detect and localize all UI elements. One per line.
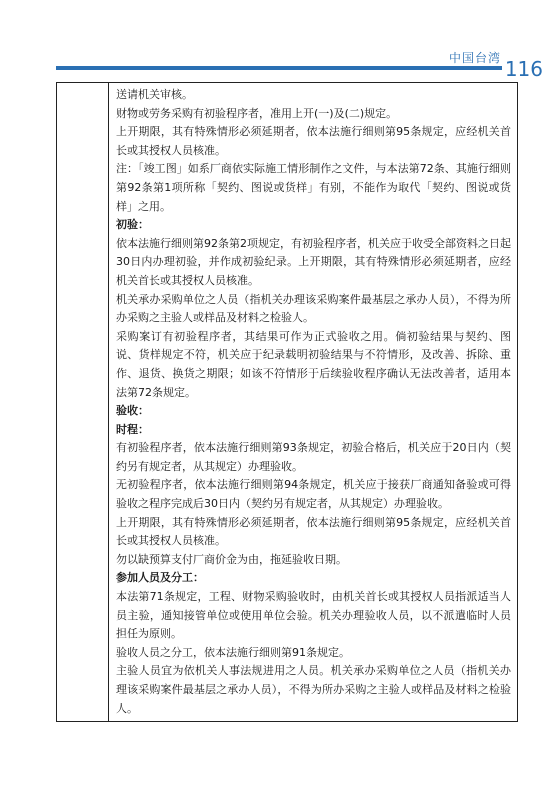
page-number: 116: [504, 57, 543, 81]
section-heading: 初验：: [116, 218, 149, 232]
paragraph: 无初验程序者，依本法施行细则第94条规定，机关应于接获厂商通知备验或可得验收之程序完成后30日内（契约另有规定者，从其规定）办理验收。: [116, 478, 511, 511]
paragraph: 财物或劳务采购有初验程序者，准用上开(一)及(二)规定。: [116, 106, 398, 120]
table-left-column: [57, 83, 109, 721]
header-rule: [56, 66, 502, 70]
section-heading: 时程：: [116, 422, 149, 436]
paragraph: 上开期限，其有特殊情形必须延期者，依本法施行细则第95条规定，应经机关首长或其授权人员核准。: [116, 125, 511, 157]
table-content-cell: [116, 86, 511, 718]
paragraph: 验收人员之分工，依本法施行细则第91条规定。: [116, 645, 350, 659]
paragraph: 上开期限，其有特殊情形必须延期者，依本法施行细则第95条规定，应经机关首长或其授权人员核准。: [116, 515, 511, 548]
paragraph: 依本法施行细则第92条第2项规定，有初验程序者，机关应于收受全部资料之日起30日内办理初验，并作成初验纪录。上开期限，其有特殊情形必须延期者，应经机关首长或其授权人员核准。: [116, 236, 511, 287]
content-table: [56, 82, 518, 722]
paragraph: 勿以缺预算支付厂商价金为由，拖延验收日期。: [116, 552, 347, 566]
paragraph: 主验人员宜为依机关人事法规进用之人员。机关承办采购单位之人员（指机关办理该采购案件最基层之承办人员），不得为所办采购之主验人或样品及材料之检验人。: [116, 664, 511, 715]
header-title: 中国台湾: [448, 51, 501, 65]
paragraph: 送请机关审核。: [116, 88, 193, 101]
section-heading: 参加人员及分工：: [116, 571, 204, 585]
paragraph: 采购案订有初验程序者，其结果可作为正式验收之用。倘初验结果与契约、图说、货样规定不符，机关应于纪录载明初验结果与不符情形，及改善、拆除、重作、退货、换货之期限；如该不符情形于后续验收程序确认无法改善者，适用本法第72条规定。: [116, 329, 511, 399]
paragraph: 注：「竣工图」如系厂商依实际施工情形制作之文件，与本法第72条、其施行细则第92条第1项所称「契约、图说或货样」有别，不能作为取代「契约、图说或货样」之用。: [116, 162, 511, 213]
section-heading: 验收：: [116, 404, 149, 418]
paragraph: 本法第71条规定，工程、财物采购验收时，由机关首长或其授权人员指派适当人员主验，通知接管单位或使用单位会验。机关办理验收人员，以不派遣临时人员担任为原则。: [116, 590, 511, 641]
paragraph: 有初验程序者，依本法施行细则第93条规定，初验合格后，机关应于20日内（契约另有规定者，从其规定）办理验收。: [116, 441, 511, 473]
paragraph: 机关承办采购单位之人员（指机关办理该采购案件最基层之承办人员），不得为所办采购之主验人或样品及材料之检验人。: [116, 292, 511, 325]
